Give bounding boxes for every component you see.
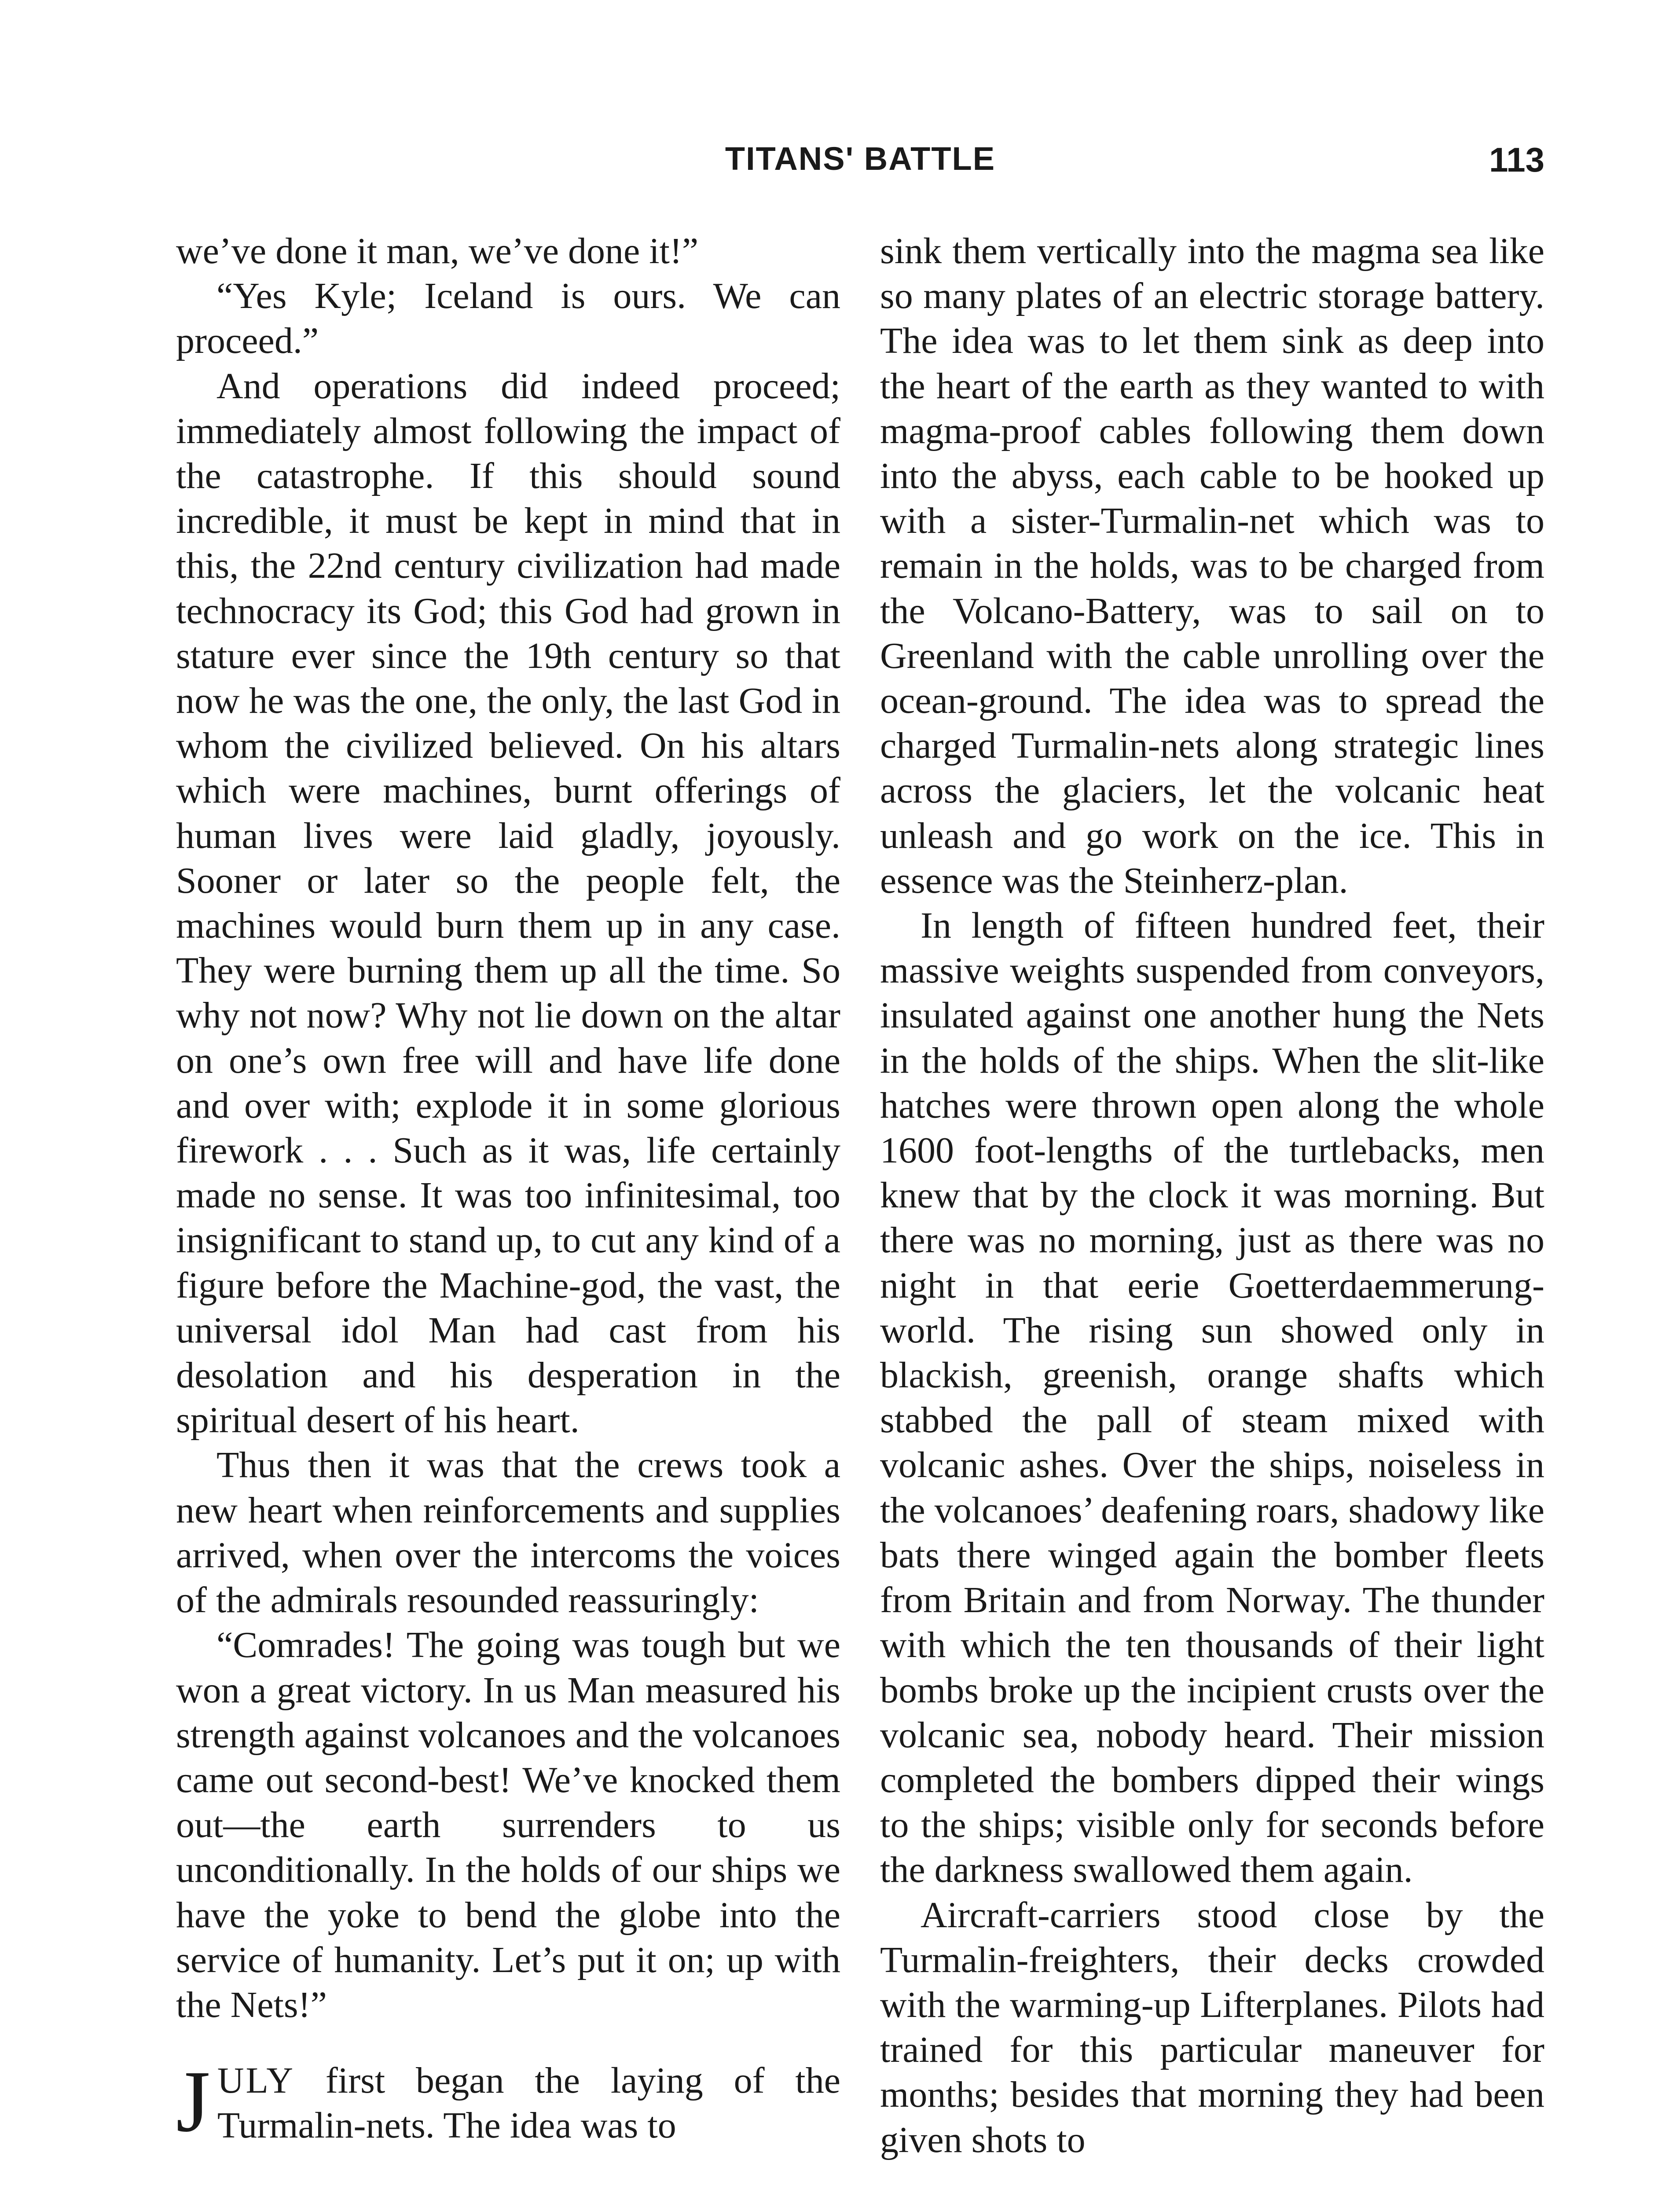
paragraph: we’ve done it man, we’ve done it!”	[176, 231, 699, 271]
running-head	[176, 140, 1544, 188]
paragraph: “Comrades! The going was tough but we won a great victory. In us Man measured his strength against volcanoes and the volcanoes came out second-best! We’ve knocked them out—the earth surrenders to us unconditionally. In the holds of our ships we have the yoke to bend the globe into the service of humanity. Let’s put it on; up with the Nets!”	[176, 1624, 840, 2025]
paragraph: And operations did indeed proceed; immediately almost following the impact of the catastrophe. If this should sound incredible, it must be kept in mind that in this, the 22nd century civilization had made technocracy its God; this God had grown in stature ever since the 19th century so that now he was the one, the only, the last God in whom the civilized believed. On his altars which were machines, burnt offerings of human lives were laid gladly, joyously. Sooner or later so the people felt, the machines would burn them up in any case. They were burning them up all the time. So why not now? Why not lie down on the altar on one’s own free will and have life done and over with; explode it in some glorious firework . . . Such as it was, life certainly made no sense. It was too infinitesimal, too insignificant to stand up, to cut any kind of a figure before the Machine-god, the vast, the universal idol Man had cast from his desolation and his desperation in the spiritual desert of his heart.	[176, 365, 840, 1441]
page-number: 113	[1489, 140, 1544, 179]
paragraph: Thus then it was that the crews took a new heart when reinforcements and supplies arrived, when over the intercoms the voices of the admirals resounded reassuringly:	[176, 1445, 840, 1621]
small-caps-word: ULY	[217, 2060, 295, 2101]
paragraph-text: first began the laying of the Turmalin-nets. The idea was to	[217, 2060, 840, 2146]
paragraph: In length of fifteen hundred feet, their massive weights suspended from conveyors, insulated against one another hung the Nets in the holds of the ships. When the slit-like hatches were thrown open along the whole 1600 foot-lengths of the turtlebacks, men knew that by the clock it was morning. But there was no morning, just as there was no night in that eerie Goetterdaemmerung-world. The rising sun showed only in blackish, greenish, orange shafts which stabbed the pall of steam mixed with volcanic ashes. Over the ships, noiseless in the volcanoes’ deafening roars, shadowy like bats there winged again the bomber fleets from Britain and from Norway. The thunder with which the ten thousands of their light bombs broke up the incipient crusts over the volcanic sea, nobody heard. Their mission completed the bombers dipped their wings to the ships; visible only for seconds before the darkness swallowed them again.	[880, 905, 1544, 1891]
section-start-paragraph	[176, 2053, 840, 2151]
paragraph: Aircraft-carriers stood close by the Turmalin-freighters, their decks crowded with the warming-up Lifterplanes. Pilots had trained for this particular maneuver for months; besides that morning they had been given shots to	[880, 1894, 1544, 2160]
paragraph: “Yes Kyle; Iceland is ours. We can proceed.”	[176, 275, 840, 362]
right-column	[880, 229, 1544, 2163]
left-column	[176, 229, 840, 2149]
drop-cap: J	[176, 2053, 210, 2151]
running-title: TITANS' BATTLE	[725, 140, 996, 177]
paragraph: sink them vertically into the magma sea like so many plates of an electric storage battery. The idea was to let them sink as deep into the heart of the earth as they wanted to with magma-proof cables following them down into the abyss, each cable to be hooked up with a sister-Turmalin-net which was to remain in the holds, was to be charged from the Volcano-Battery, was to sail on to Greenland with the cable unrolling over the ocean-ground. The idea was to spread the charged Turmalin-nets along strategic lines across the glaciers, let the volcanic heat unleash and go work on the ice. This in essence was the Steinherz-plan.	[880, 231, 1544, 901]
